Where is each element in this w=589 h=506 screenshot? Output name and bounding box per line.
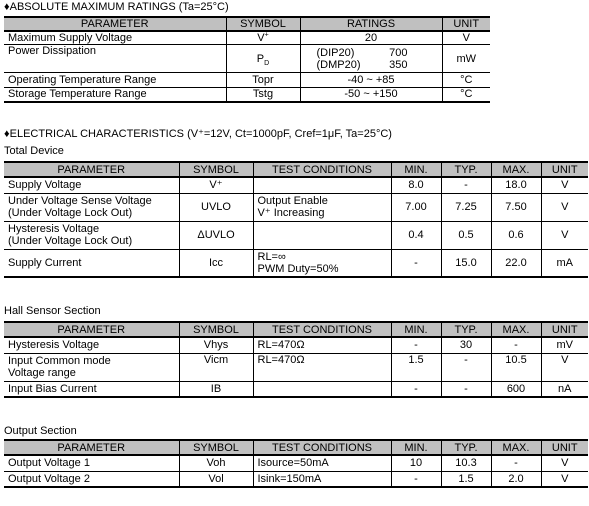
header-ratings: RATINGS xyxy=(300,17,442,31)
symbol-cell: ΔUVLO xyxy=(179,221,253,249)
parameter-cell xyxy=(4,193,179,221)
parameter-cell: Input Bias Current xyxy=(4,381,179,397)
table-row xyxy=(4,31,490,45)
symbol-cell: Vicm xyxy=(179,353,253,381)
header-parameter: PARAMETER xyxy=(4,17,226,31)
typ-cell: - xyxy=(441,177,491,193)
header-symbol: SYMBOL xyxy=(226,17,300,31)
abs-max-title: ♦ABSOLUTE MAXIMUM RATINGS (Ta=25°C) xyxy=(4,1,229,13)
hall-sensor-table xyxy=(4,321,588,398)
header-symbol: SYMBOL xyxy=(179,322,253,337)
condition-line: V⁺ Increasing xyxy=(257,207,325,219)
condition-line: PWM Duty=50% xyxy=(257,262,339,275)
max-cell: 18.0 xyxy=(491,177,541,193)
header-test-conditions: TEST CONDITIONS xyxy=(253,162,391,177)
rating-line-dmp20 xyxy=(305,59,438,71)
electrical-title: ♦ELECTRICAL CHARACTERISTICS (V⁺=12V, Ct=1000pF, Cref=1μF, Ta=25°C) xyxy=(4,128,392,140)
table-row xyxy=(4,45,490,73)
max-cell: 600 xyxy=(491,381,541,397)
table-row xyxy=(4,471,588,487)
rating-cell: -40 ~ +85 xyxy=(300,73,442,88)
symbol-cell: Voh xyxy=(179,455,253,471)
header-unit: UNIT xyxy=(541,322,588,337)
test-condition-cell xyxy=(253,193,391,221)
package-value: 700 xyxy=(389,46,408,59)
header-typ: TYP. xyxy=(441,322,491,337)
symbol-cell xyxy=(226,31,300,45)
output-header-row xyxy=(4,440,588,455)
min-cell: - xyxy=(391,381,441,397)
rating-cell: -50 ~ +150 xyxy=(300,88,442,102)
header-test-conditions: TEST CONDITIONS xyxy=(253,322,391,337)
parameter-line: Input Common mode xyxy=(8,355,111,367)
header-symbol: SYMBOL xyxy=(179,162,253,177)
parameter-line: (Under Voltage Lock Out) xyxy=(8,235,133,247)
section-label-hall-sensor: Hall Sensor Section xyxy=(4,305,101,317)
unit-cell: mW xyxy=(442,45,490,73)
abs-max-header-row xyxy=(4,17,490,31)
header-typ: TYP. xyxy=(441,162,491,177)
typ-cell: 10.3 xyxy=(441,455,491,471)
header-min: MIN. xyxy=(391,162,441,177)
header-parameter: PARAMETER xyxy=(4,322,179,337)
rating-cell xyxy=(300,45,442,73)
unit-cell: mA xyxy=(541,249,588,277)
rating-line-dip20 xyxy=(305,47,438,59)
condition-line: Output Enable xyxy=(257,195,328,207)
header-max: MAX. xyxy=(491,322,541,337)
unit-cell: V xyxy=(541,177,588,193)
total-device-table xyxy=(4,161,588,278)
max-cell: - xyxy=(491,455,541,471)
parameter-line: Under Voltage Sense Voltage xyxy=(8,195,152,207)
test-condition-cell xyxy=(253,177,391,193)
max-cell: 22.0 xyxy=(491,249,541,277)
max-cell: 7.50 xyxy=(491,193,541,221)
typ-cell: - xyxy=(441,353,491,381)
unit-cell: mV xyxy=(541,337,588,353)
table-row xyxy=(4,221,588,249)
parameter-cell: Supply Voltage xyxy=(4,177,179,193)
symbol-text: P xyxy=(256,52,265,65)
header-test-conditions: TEST CONDITIONS xyxy=(253,440,391,455)
unit-cell: V xyxy=(541,471,588,487)
header-parameter: PARAMETER xyxy=(4,162,179,177)
table-row xyxy=(4,73,490,88)
parameter-cell xyxy=(4,353,179,381)
typ-cell: 30 xyxy=(441,337,491,353)
table-row xyxy=(4,353,588,381)
test-condition-cell: RL=470Ω xyxy=(253,353,391,381)
rating-cell: 20 xyxy=(300,31,442,45)
parameter-cell: Hysteresis Voltage xyxy=(4,337,179,353)
symbol-cell: Vol xyxy=(179,471,253,487)
total-device-header-row xyxy=(4,162,588,177)
table-row xyxy=(4,249,588,277)
section-label-output: Output Section xyxy=(4,425,77,437)
unit-cell: V xyxy=(442,31,490,45)
unit-cell: °C xyxy=(442,88,490,102)
table-row xyxy=(4,177,588,193)
symbol-superscript: + xyxy=(264,31,269,39)
header-unit: UNIT xyxy=(541,162,588,177)
section-label-total-device: Total Device xyxy=(4,145,64,157)
output-table xyxy=(4,439,588,488)
symbol-cell: V⁺ xyxy=(179,177,253,193)
symbol-subscript: D xyxy=(264,59,270,67)
header-max: MAX. xyxy=(491,440,541,455)
header-unit: UNIT xyxy=(442,17,490,31)
header-min: MIN. xyxy=(391,322,441,337)
package-label: (DIP20) xyxy=(316,46,355,59)
table-row xyxy=(4,455,588,471)
typ-cell: - xyxy=(441,381,491,397)
header-max: MAX. xyxy=(491,162,541,177)
min-cell: - xyxy=(391,337,441,353)
typ-cell: 1.5 xyxy=(441,471,491,487)
min-cell: - xyxy=(391,471,441,487)
parameter-cell xyxy=(4,221,179,249)
abs-max-table xyxy=(4,16,490,103)
symbol-cell: UVLO xyxy=(179,193,253,221)
unit-cell: nA xyxy=(541,381,588,397)
header-unit: UNIT xyxy=(541,440,588,455)
parameter-cell: Storage Temperature Range xyxy=(4,88,226,102)
package-label: (DMP20) xyxy=(316,58,361,71)
test-condition-cell xyxy=(253,249,391,277)
typ-cell: 7.25 xyxy=(441,193,491,221)
min-cell: 0.4 xyxy=(391,221,441,249)
parameter-cell: Output Voltage 2 xyxy=(4,471,179,487)
test-condition-cell: Isink=150mA xyxy=(253,471,391,487)
parameter-cell: Output Voltage 1 xyxy=(4,455,179,471)
parameter-line: Hysteresis Voltage xyxy=(8,223,100,235)
symbol-cell: IB xyxy=(179,381,253,397)
test-condition-cell xyxy=(253,221,391,249)
parameter-cell: Power Dissipation xyxy=(4,45,226,73)
max-cell: 0.6 xyxy=(491,221,541,249)
max-cell: 2.0 xyxy=(491,471,541,487)
parameter-cell: Operating Temperature Range xyxy=(4,73,226,88)
symbol-cell: Vhys xyxy=(179,337,253,353)
condition-line: RL=∞ xyxy=(257,250,286,263)
table-row xyxy=(4,88,490,102)
typ-cell: 0.5 xyxy=(441,221,491,249)
symbol-cell xyxy=(226,45,300,73)
table-row xyxy=(4,381,588,397)
test-condition-cell: RL=470Ω xyxy=(253,337,391,353)
header-min: MIN. xyxy=(391,440,441,455)
header-symbol: SYMBOL xyxy=(179,440,253,455)
package-value: 350 xyxy=(389,58,408,71)
max-cell: - xyxy=(491,337,541,353)
max-cell: 10.5 xyxy=(491,353,541,381)
parameter-line: (Under Voltage Lock Out) xyxy=(8,207,133,219)
min-cell: 1.5 xyxy=(391,353,441,381)
unit-cell: V xyxy=(541,353,588,381)
parameter-cell: Supply Current xyxy=(4,249,179,277)
typ-cell: 15.0 xyxy=(441,249,491,277)
min-cell: - xyxy=(391,249,441,277)
symbol-text: V xyxy=(257,32,265,44)
header-typ: TYP. xyxy=(441,440,491,455)
unit-cell: V xyxy=(541,455,588,471)
table-row xyxy=(4,193,588,221)
table-row xyxy=(4,337,588,353)
parameter-line: Voltage range xyxy=(8,367,76,379)
parameter-cell: Maximum Supply Voltage xyxy=(4,31,226,45)
symbol-cell: Topr xyxy=(226,73,300,88)
min-cell: 10 xyxy=(391,455,441,471)
hall-sensor-header-row xyxy=(4,322,588,337)
test-condition-cell: Isource=50mA xyxy=(253,455,391,471)
symbol-cell: Tstg xyxy=(226,88,300,102)
unit-cell: V xyxy=(541,221,588,249)
header-parameter: PARAMETER xyxy=(4,440,179,455)
min-cell: 8.0 xyxy=(391,177,441,193)
test-condition-cell xyxy=(253,381,391,397)
symbol-cell: Icc xyxy=(179,249,253,277)
unit-cell: V xyxy=(541,193,588,221)
min-cell: 7.00 xyxy=(391,193,441,221)
unit-cell: °C xyxy=(442,73,490,88)
